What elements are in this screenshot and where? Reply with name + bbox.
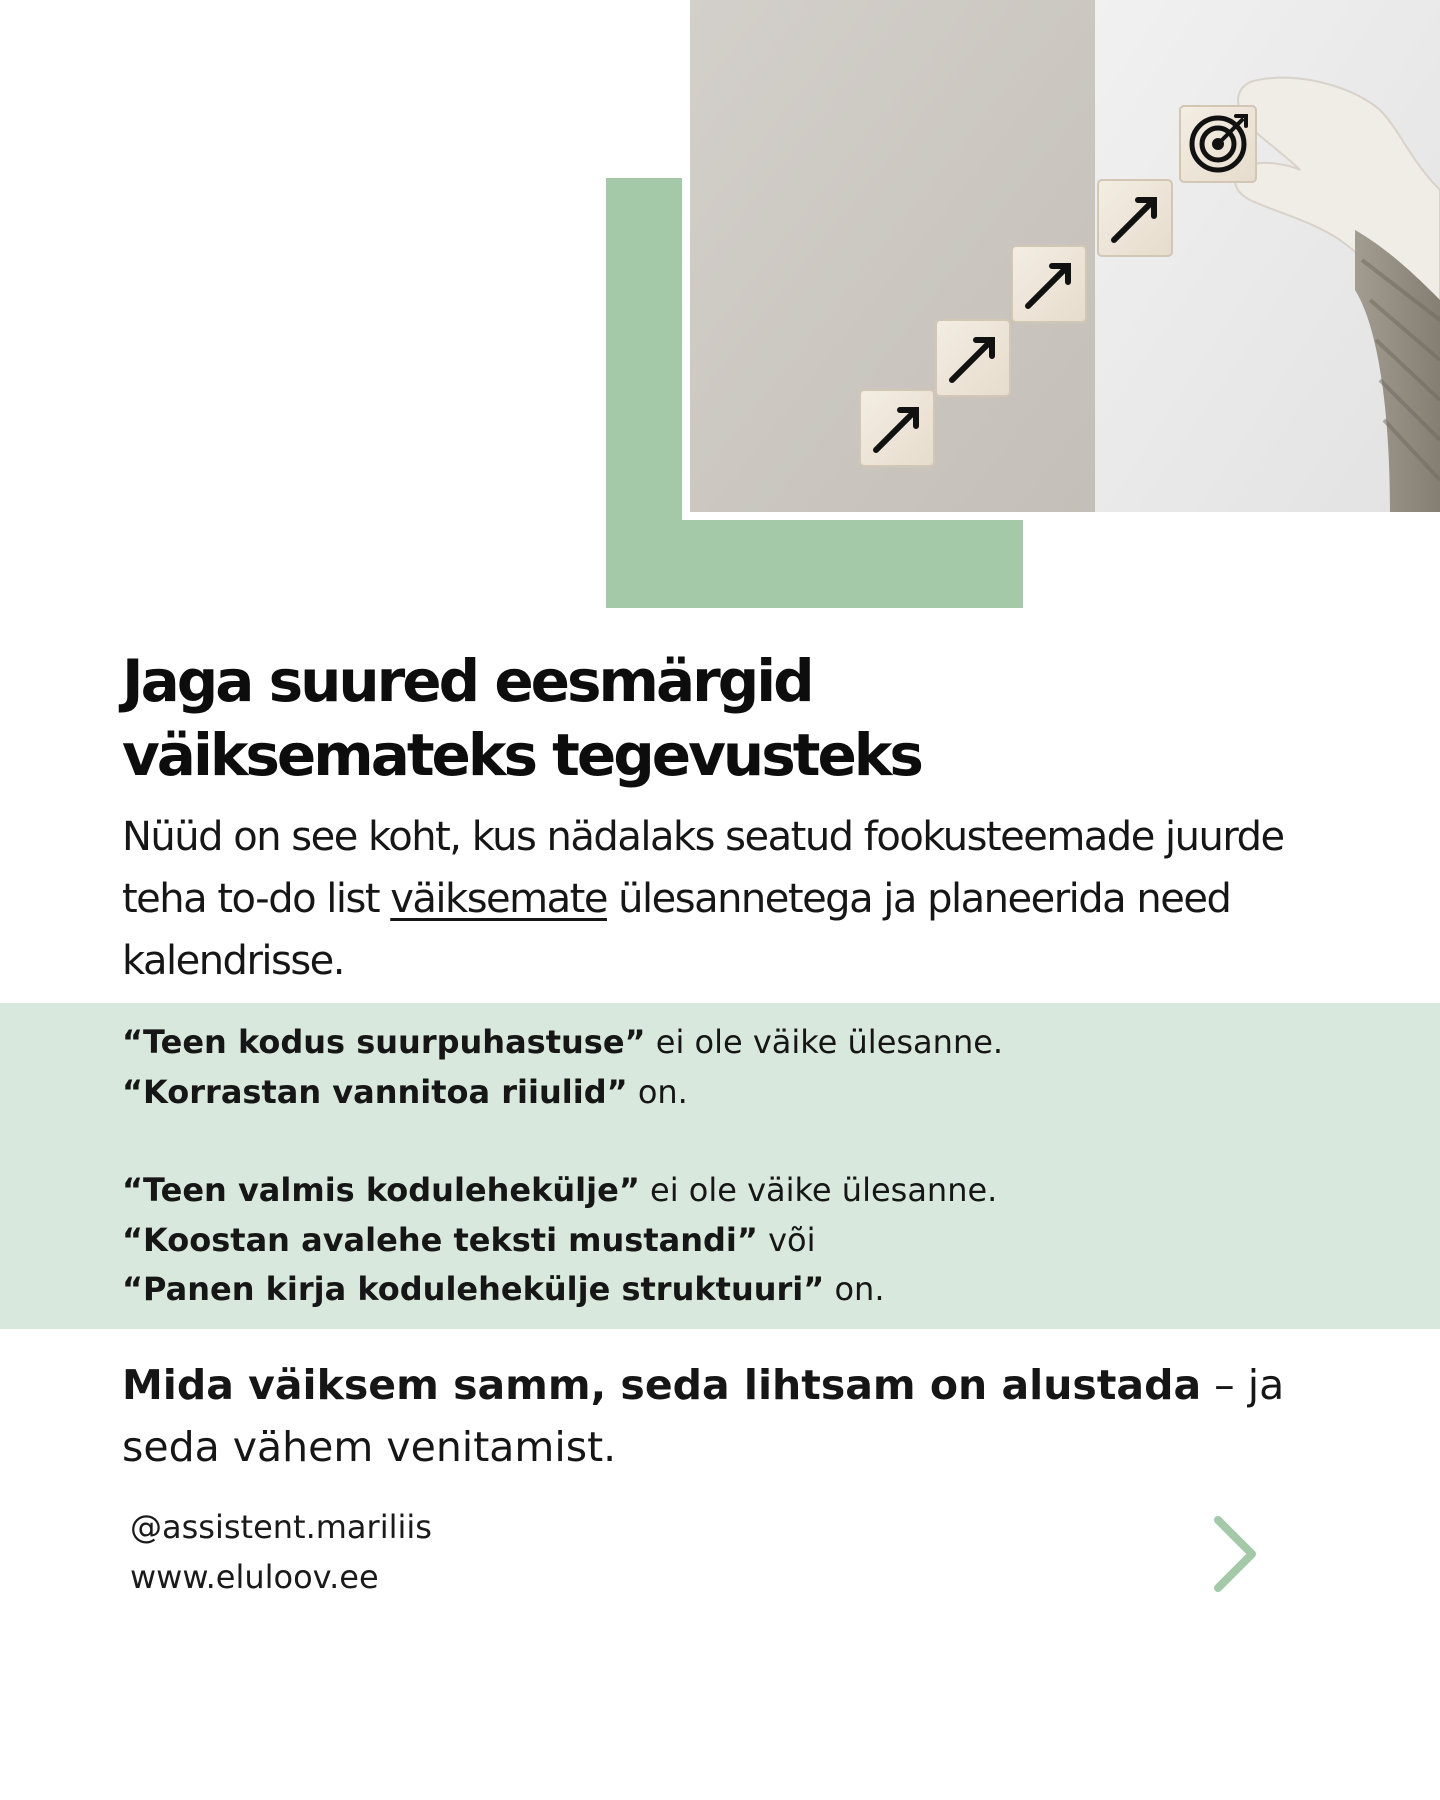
stair-block-2 bbox=[936, 320, 1010, 396]
example-verdict: ei ole väike ülesanne. bbox=[639, 1171, 998, 1209]
closing-bold: Mida väiksem samm, seda lihtsam on alustada bbox=[122, 1361, 1202, 1409]
closing-rest: – ja seda vähem venitamist. bbox=[122, 1361, 1285, 1471]
website-link[interactable]: www.eluloov.ee bbox=[130, 1558, 379, 1596]
example-verdict: on. bbox=[627, 1072, 688, 1111]
example-quote: “Korrastan vannitoa riiulid” bbox=[122, 1072, 628, 1111]
example-verdict: või bbox=[757, 1220, 816, 1259]
stair-block-3 bbox=[1012, 246, 1086, 322]
example-quote: “Panen kirja kodulehekülje struktuuri” bbox=[122, 1270, 825, 1308]
example-line bbox=[122, 1265, 1003, 1315]
decorative-green-frame-horizontal bbox=[606, 520, 1023, 608]
target-block bbox=[1180, 106, 1256, 182]
example-line bbox=[122, 1216, 1003, 1266]
examples-list bbox=[122, 1018, 1003, 1315]
intro-text-end: ülesannetega ja planeerida need kalendrisse. bbox=[122, 876, 1231, 984]
chevron-right-icon[interactable] bbox=[1200, 1512, 1260, 1596]
example-line bbox=[122, 1166, 1003, 1216]
example-quote: “Teen valmis kodulehekülje” bbox=[122, 1171, 640, 1209]
page-title bbox=[122, 644, 1322, 792]
example-line bbox=[122, 1018, 1003, 1068]
intro-underlined-word: väiksemate bbox=[390, 876, 607, 922]
example-verdict: ei ole väike ülesanne. bbox=[645, 1023, 1004, 1061]
closing-statement bbox=[122, 1354, 1362, 1478]
example-quote: “Koostan avalehe teksti mustandi” bbox=[122, 1220, 758, 1259]
example-line bbox=[122, 1068, 1003, 1118]
footer-contact bbox=[130, 1502, 432, 1602]
stair-block-4 bbox=[1098, 180, 1172, 256]
example-spacer bbox=[122, 1117, 1003, 1166]
example-verdict: on. bbox=[824, 1270, 885, 1308]
stair-block-1 bbox=[860, 390, 934, 466]
header-photo-stairs-to-target-icon bbox=[690, 0, 1440, 512]
title-line-2: väiksemateks tegevusteks bbox=[122, 721, 921, 789]
instagram-handle: @assistent.mariliis bbox=[130, 1508, 432, 1546]
intro-text-start: Nüüd on see koht, kus nädalaks seatud fookusteemade juurde teha to-do list bbox=[122, 814, 1284, 922]
intro-paragraph bbox=[122, 806, 1302, 992]
title-line-1: Jaga suured eesmärgid bbox=[122, 647, 812, 715]
example-quote: “Teen kodus suurpuhastuse” bbox=[122, 1023, 646, 1061]
